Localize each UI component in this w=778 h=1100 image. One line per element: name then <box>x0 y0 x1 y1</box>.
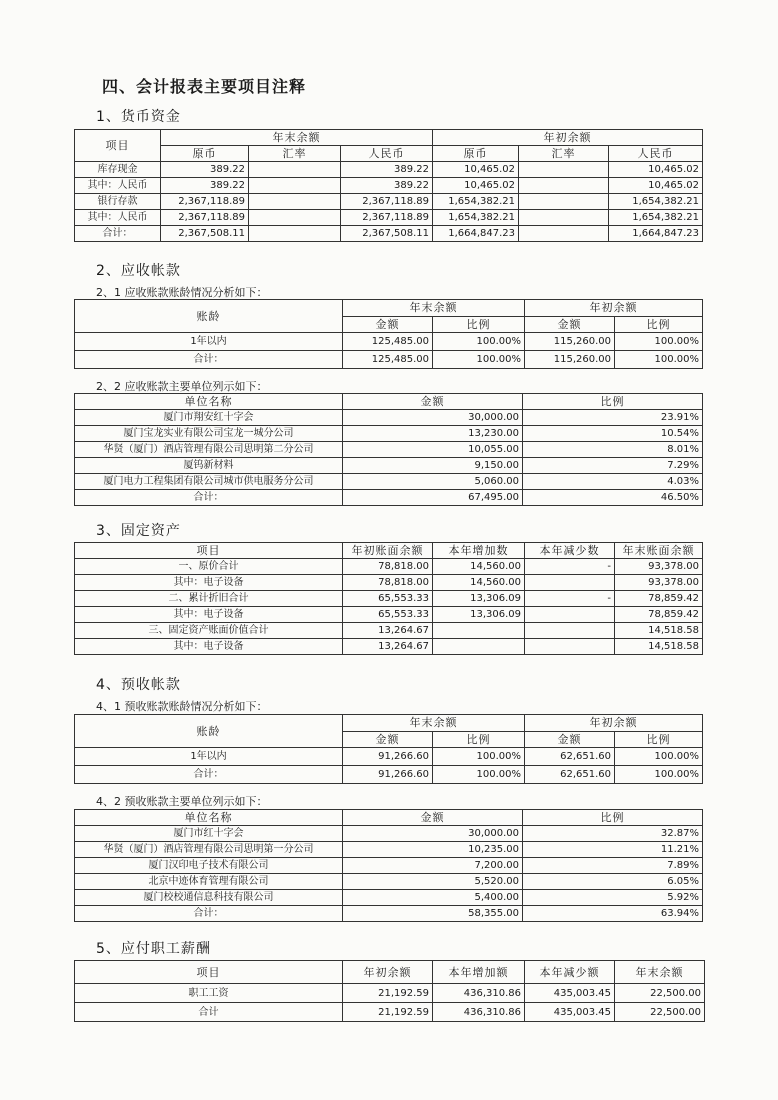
table-row <box>75 210 703 226</box>
cell-ratio: 8.01% <box>523 442 703 458</box>
advance-units-table <box>74 809 703 922</box>
table-row <box>75 490 703 506</box>
cell-amount: 5,060.00 <box>343 474 523 490</box>
cell-end-ratio: 100.00% <box>433 748 525 766</box>
cell-begin: 65,553.33 <box>343 591 433 607</box>
header-age: 账龄 <box>75 715 343 748</box>
cell-unit-name: 厦门校校通信息科技有限公司 <box>75 890 343 906</box>
table-row <box>75 442 703 458</box>
header-ratio: 比例 <box>433 316 525 333</box>
header-decrease: 本年减少额 <box>525 961 615 984</box>
cell-unit-name: 华贤（厦门）酒店管理有限公司思明第二分公司 <box>75 442 343 458</box>
cell-end-amount: 125,485.00 <box>343 333 433 351</box>
cell-unit-name: 厦门市红十字会 <box>75 826 343 842</box>
cell-end-rate <box>249 178 341 194</box>
header-increase: 本年增加数 <box>433 543 525 559</box>
cell-increase <box>433 623 525 639</box>
header-age: 账龄 <box>75 300 343 333</box>
cell-end-original: 389.22 <box>161 178 249 194</box>
table-row <box>75 410 703 426</box>
cell-amount: 10,055.00 <box>343 442 523 458</box>
cell-decrease <box>525 639 615 655</box>
row-label: 三、固定资产账面价值合计 <box>75 623 343 639</box>
table-row <box>75 162 703 178</box>
header-rate: 汇率 <box>249 146 341 162</box>
cell-end: 78,859.42 <box>615 607 703 623</box>
cell-unit-name: 厦钨新材料 <box>75 458 343 474</box>
cell-begin-ratio: 100.00% <box>615 766 703 784</box>
table-row <box>75 559 703 575</box>
header-rmb: 人民币 <box>609 146 703 162</box>
cell-amount: 5,400.00 <box>343 890 523 906</box>
section-heading-cash: 1、货币资金 <box>96 109 181 125</box>
cell-unit-name: 厦门汉印电子技术有限公司 <box>75 858 343 874</box>
table-row <box>75 874 703 890</box>
cell-increase <box>433 639 525 655</box>
section-heading-payroll: 5、应付职工薪酬 <box>96 941 211 957</box>
payroll-table <box>74 960 705 1022</box>
cell-end-ratio: 100.00% <box>433 766 525 784</box>
header-ratio: 比例 <box>433 731 525 748</box>
header-item: 项目 <box>75 961 343 984</box>
header-year-end: 年末余额 <box>343 300 525 317</box>
cell-ratio: 46.50% <box>523 490 703 506</box>
header-ratio: 比例 <box>523 810 703 826</box>
cell-begin-amount: 62,651.60 <box>525 766 615 784</box>
header-rmb: 人民币 <box>341 146 433 162</box>
header-decrease: 本年减少数 <box>525 543 615 559</box>
header-original: 原币 <box>161 146 249 162</box>
cell-increase: 14,560.00 <box>433 575 525 591</box>
receivable-aging-table <box>74 299 703 369</box>
cell-unit-name: 华贤（厦门）酒店管理有限公司思明第一分公司 <box>75 842 343 858</box>
cell-increase: 13,306.09 <box>433 591 525 607</box>
cell-ratio: 32.87% <box>523 826 703 842</box>
table-row <box>75 458 703 474</box>
header-amount: 金额 <box>343 394 523 410</box>
cell-begin-rate <box>519 226 609 242</box>
header-begin-balance: 年初账面余额 <box>343 543 433 559</box>
cell-end-rmb: 2,367,118.89 <box>341 194 433 210</box>
cell-ratio: 10.54% <box>523 426 703 442</box>
cell-unit-name: 厦门市翔安红十字会 <box>75 410 343 426</box>
cell-begin-ratio: 100.00% <box>615 351 703 369</box>
table-row <box>75 623 703 639</box>
header-begin-balance: 年初余额 <box>343 961 433 984</box>
header-end-balance: 年末余额 <box>615 961 705 984</box>
header-year-end: 年末余额 <box>161 130 433 146</box>
cell-end-original: 389.22 <box>161 162 249 178</box>
cell-end-rate <box>249 162 341 178</box>
advance-aging-table <box>74 714 703 784</box>
cell-begin-rate <box>519 178 609 194</box>
cell-ratio: 4.03% <box>523 474 703 490</box>
header-amount: 金额 <box>525 731 615 748</box>
header-ratio: 比例 <box>523 394 703 410</box>
cell-end-rate <box>249 194 341 210</box>
header-year-end: 年末余额 <box>343 715 525 732</box>
cell-amount: 9,150.00 <box>343 458 523 474</box>
cell-begin-original: 1,654,382.21 <box>433 194 519 210</box>
header-amount: 金额 <box>343 316 433 333</box>
section-heading-fixed-assets: 3、固定资产 <box>96 523 181 539</box>
row-label: 其中：人民币 <box>75 210 161 226</box>
table-row <box>75 984 705 1003</box>
table-row <box>75 575 703 591</box>
cell-begin-original: 1,654,382.21 <box>433 210 519 226</box>
cell-end-ratio: 100.00% <box>433 351 525 369</box>
cell-begin-ratio: 100.00% <box>615 333 703 351</box>
subheading-receivable-aging: 2、1 应收账款账龄情况分析如下： <box>96 286 268 299</box>
cell-begin: 78,818.00 <box>343 575 433 591</box>
cell-begin-amount: 115,260.00 <box>525 333 615 351</box>
cell-decrease: 435,003.45 <box>525 984 615 1003</box>
header-original: 原币 <box>433 146 519 162</box>
cell-amount: 13,230.00 <box>343 426 523 442</box>
table-row <box>75 842 703 858</box>
row-label: 1年以内 <box>75 333 343 351</box>
header-amount: 金额 <box>343 731 433 748</box>
cell-amount: 7,200.00 <box>343 858 523 874</box>
table-row <box>75 826 703 842</box>
cell-begin-ratio: 100.00% <box>615 748 703 766</box>
header-rate: 汇率 <box>519 146 609 162</box>
cell-increase: 436,310.86 <box>433 1003 525 1022</box>
row-label: 其中：电子设备 <box>75 607 343 623</box>
cell-unit-name: 合计： <box>75 490 343 506</box>
row-label: 职工工资 <box>75 984 343 1003</box>
cell-end-amount: 125,485.00 <box>343 351 433 369</box>
header-increase: 本年增加额 <box>433 961 525 984</box>
cell-increase: 436,310.86 <box>433 984 525 1003</box>
cell-begin-rmb: 10,465.02 <box>609 178 703 194</box>
header-end-balance: 年末账面余额 <box>615 543 703 559</box>
row-label: 二、累计折旧合计 <box>75 591 343 607</box>
table-row <box>75 890 703 906</box>
row-label: 1年以内 <box>75 748 343 766</box>
cell-end: 22,500.00 <box>615 1003 705 1022</box>
cell-increase: 14,560.00 <box>433 559 525 575</box>
cell-unit-name: 厦门宝龙实业有限公司宝龙一城分公司 <box>75 426 343 442</box>
cell-begin-amount: 62,651.60 <box>525 748 615 766</box>
cell-end-original: 2,367,118.89 <box>161 210 249 226</box>
cell-end: 22,500.00 <box>615 984 705 1003</box>
header-unit-name: 单位名称 <box>75 810 343 826</box>
cell-begin-rate <box>519 162 609 178</box>
cell-decrease <box>525 623 615 639</box>
header-amount: 金额 <box>343 810 523 826</box>
subheading-receivable-units: 2、2 应收账款主要单位列示如下： <box>96 380 268 393</box>
table-row <box>75 474 703 490</box>
table-row <box>75 639 703 655</box>
row-label: 其中：电子设备 <box>75 639 343 655</box>
table-row <box>75 194 703 210</box>
table-row <box>75 591 703 607</box>
cell-begin-rate <box>519 194 609 210</box>
cell-amount: 30,000.00 <box>343 410 523 426</box>
cell-begin-rate <box>519 210 609 226</box>
header-unit-name: 单位名称 <box>75 394 343 410</box>
row-label: 库存现金 <box>75 162 161 178</box>
row-label: 一、原价合计 <box>75 559 343 575</box>
table-row <box>75 351 703 369</box>
cell-amount: 30,000.00 <box>343 826 523 842</box>
cell-end-rmb: 2,367,508.11 <box>341 226 433 242</box>
cell-begin: 21,192.59 <box>343 984 433 1003</box>
cell-amount: 5,520.00 <box>343 874 523 890</box>
cell-amount: 67,495.00 <box>343 490 523 506</box>
cell-ratio: 7.89% <box>523 858 703 874</box>
table-row <box>75 607 703 623</box>
header-amount: 金额 <box>525 316 615 333</box>
cell-begin-original: 1,664,847.23 <box>433 226 519 242</box>
header-ratio: 比例 <box>615 316 703 333</box>
fixed-assets-table <box>74 542 703 655</box>
cell-begin-rmb: 10,465.02 <box>609 162 703 178</box>
cell-decrease <box>525 575 615 591</box>
cell-begin-rmb: 1,654,382.21 <box>609 210 703 226</box>
header-year-begin: 年初余额 <box>525 300 703 317</box>
cell-end: 14,518.58 <box>615 623 703 639</box>
cell-end-original: 2,367,508.11 <box>161 226 249 242</box>
cell-decrease: - <box>525 591 615 607</box>
table-row <box>75 178 703 194</box>
cell-begin: 21,192.59 <box>343 1003 433 1022</box>
header-year-begin: 年初余额 <box>525 715 703 732</box>
table-row <box>75 766 703 784</box>
table-row <box>75 1003 705 1022</box>
subheading-advance-aging: 4、1 预收账款账龄情况分析如下： <box>96 700 268 713</box>
cell-begin: 78,818.00 <box>343 559 433 575</box>
subheading-advance-units: 4、2 预收账款主要单位列示如下： <box>96 795 268 808</box>
cell-increase: 13,306.09 <box>433 607 525 623</box>
cell-ratio: 11.21% <box>523 842 703 858</box>
section-heading-receivables: 2、应收帐款 <box>96 263 181 279</box>
table-row <box>75 333 703 351</box>
cell-begin-original: 10,465.02 <box>433 162 519 178</box>
cell-amount: 58,355.00 <box>343 906 523 922</box>
cell-begin-amount: 115,260.00 <box>525 351 615 369</box>
cell-end: 78,859.42 <box>615 591 703 607</box>
cell-begin: 13,264.67 <box>343 623 433 639</box>
header-ratio: 比例 <box>615 731 703 748</box>
header-item: 项目 <box>75 543 343 559</box>
table-row <box>75 226 703 242</box>
table-row <box>75 906 703 922</box>
cell-amount: 10,235.00 <box>343 842 523 858</box>
cell-end-original: 2,367,118.89 <box>161 194 249 210</box>
cell-begin: 65,553.33 <box>343 607 433 623</box>
cell-end-ratio: 100.00% <box>433 333 525 351</box>
cell-begin-original: 10,465.02 <box>433 178 519 194</box>
cell-ratio: 7.29% <box>523 458 703 474</box>
cell-begin: 13,264.67 <box>343 639 433 655</box>
cell-unit-name: 厦门电力工程集团有限公司城市供电服务分公司 <box>75 474 343 490</box>
cell-end-rate <box>249 210 341 226</box>
row-label: 其中：电子设备 <box>75 575 343 591</box>
cell-unit-name: 北京中迹体育管理有限公司 <box>75 874 343 890</box>
row-label: 合计： <box>75 766 343 784</box>
cell-end-rmb: 389.22 <box>341 162 433 178</box>
cell-end-rmb: 2,367,118.89 <box>341 210 433 226</box>
cell-decrease: 435,003.45 <box>525 1003 615 1022</box>
row-label: 合计 <box>75 1003 343 1022</box>
cell-ratio: 23.91% <box>523 410 703 426</box>
cell-end: 93,378.00 <box>615 559 703 575</box>
cell-begin-rmb: 1,654,382.21 <box>609 194 703 210</box>
cell-ratio: 5.92% <box>523 890 703 906</box>
row-label: 银行存款 <box>75 194 161 210</box>
table-row <box>75 858 703 874</box>
table-row <box>75 426 703 442</box>
page-title: 四、会计报表主要项目注释 <box>102 77 307 96</box>
cell-end: 93,378.00 <box>615 575 703 591</box>
row-label: 合计： <box>75 226 161 242</box>
cell-begin-rmb: 1,664,847.23 <box>609 226 703 242</box>
cell-ratio: 6.05% <box>523 874 703 890</box>
cell-unit-name: 合计： <box>75 906 343 922</box>
cell-end-rmb: 389.22 <box>341 178 433 194</box>
cell-end-rate <box>249 226 341 242</box>
section-heading-advances: 4、预收帐款 <box>96 677 181 693</box>
row-label: 合计： <box>75 351 343 369</box>
cell-end: 14,518.58 <box>615 639 703 655</box>
cell-ratio: 63.94% <box>523 906 703 922</box>
receivable-units-table <box>74 393 703 506</box>
row-label: 其中：人民币 <box>75 178 161 194</box>
cell-end-amount: 91,266.60 <box>343 748 433 766</box>
header-item: 项目 <box>75 130 161 162</box>
cash-table <box>74 129 703 242</box>
header-year-begin: 年初余额 <box>433 130 703 146</box>
table-row <box>75 748 703 766</box>
cell-end-amount: 91,266.60 <box>343 766 433 784</box>
cell-decrease <box>525 607 615 623</box>
cell-decrease: - <box>525 559 615 575</box>
